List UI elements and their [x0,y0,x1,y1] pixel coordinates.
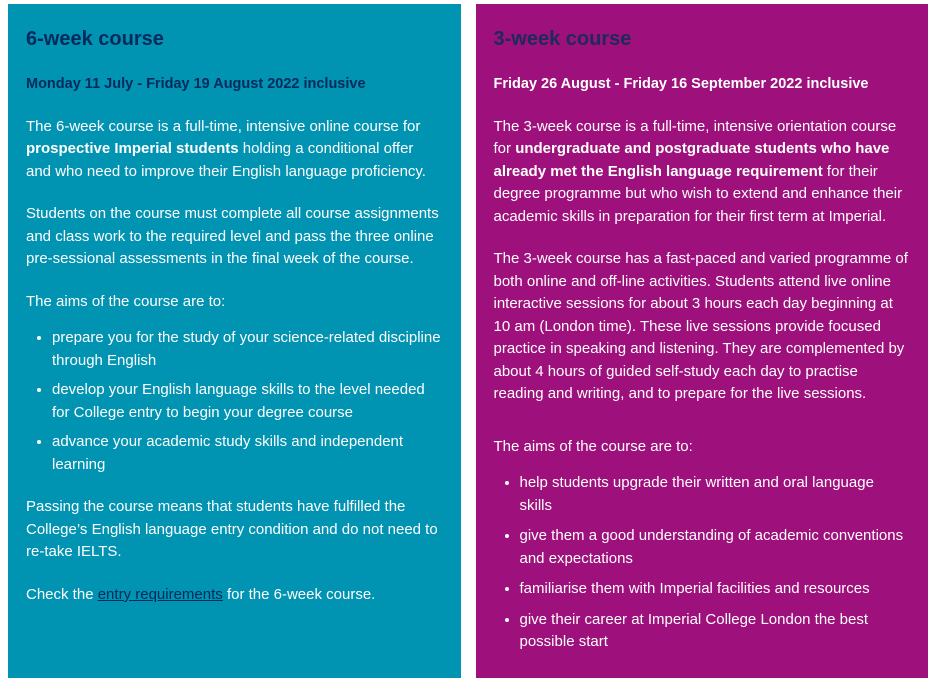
three-week-aims-list [494,472,911,654]
three-week-programme-paragraph: The 3-week course has a fast-paced and varied programme of both online and off-line activities. Students attend live online interactive sessions for about 3 hours each day beginning at 10 am (London time). These live sessions provide focused practice in speaking and listening. They are complemented by about 4 hours of guided self-study each day to practise reading and writing, and to prepare for the live sessions. [493,250,908,403]
six-week-aims-label: The aims of the course are to: [26,292,226,310]
six-week-course-panel [8,4,461,678]
list-item: • give their career at Imperial College London the best possible start [520,609,911,654]
list-item: • develop your English language skills to the level needed for College entry to begin your degree course [52,379,443,424]
intro-text-segment: The 6-week course is a full-time, intensive online course for [26,117,421,135]
list-item: • prepare you for the study of your science-related discipline through English [52,327,443,372]
check-text-segment: Check the [26,585,98,603]
list-item: • give them a good understanding of academic conventions and expectations [520,525,911,570]
intro-text-segment: holding a conditional offer and who need to improve their English language proficiency. [26,140,426,180]
six-week-check-paragraph [26,584,443,607]
three-week-course-panel [476,4,929,678]
intro-text-segment: The 3-week course is a full-time, intensive orientation course for [493,117,897,158]
three-week-aims-label: The aims of the course are to: [493,437,693,455]
entry-requirements-link[interactable]: entry requirements [97,585,223,603]
intro-bold-segment: undergraduate and postgraduate students who have already met the English language requirement [493,140,890,180]
six-week-course-dates: Monday 11 July - Friday 19 August 2022 inclusive [26,76,366,92]
six-week-aims-list [26,327,443,476]
three-week-panel-title: 3-week course [493,28,632,50]
check-text-segment: for the 6-week course. [222,585,376,603]
three-week-course-dates: Friday 26 August - Friday 16 September 2022 inclusive [493,76,869,92]
intro-bold-segment: prospective Imperial students [26,140,239,158]
intro-text-segment: for their degree programme but who wish to extend and enhance their academic skills in preparation for their first term at Imperial. [493,162,903,225]
list-item: • advance your academic study skills and independent learning [52,431,443,476]
three-week-intro-paragraph [494,116,911,229]
six-week-requirements-paragraph: Students on the course must complete all course assignments and class work to the required level and pass the three online pre-sessional assessments in the final week of the course. [26,205,439,268]
six-week-passing-paragraph: Passing the course means that students have fulfilled the College’s English language entry condition and do not need to re-take IELTS. [26,498,438,561]
list-item: • familiarise them with Imperial facilities and resources [520,578,911,601]
list-item: • help students upgrade their written and oral language skills [520,472,911,517]
six-week-intro-paragraph [26,116,443,184]
six-week-panel-title: 6-week course [26,28,164,50]
